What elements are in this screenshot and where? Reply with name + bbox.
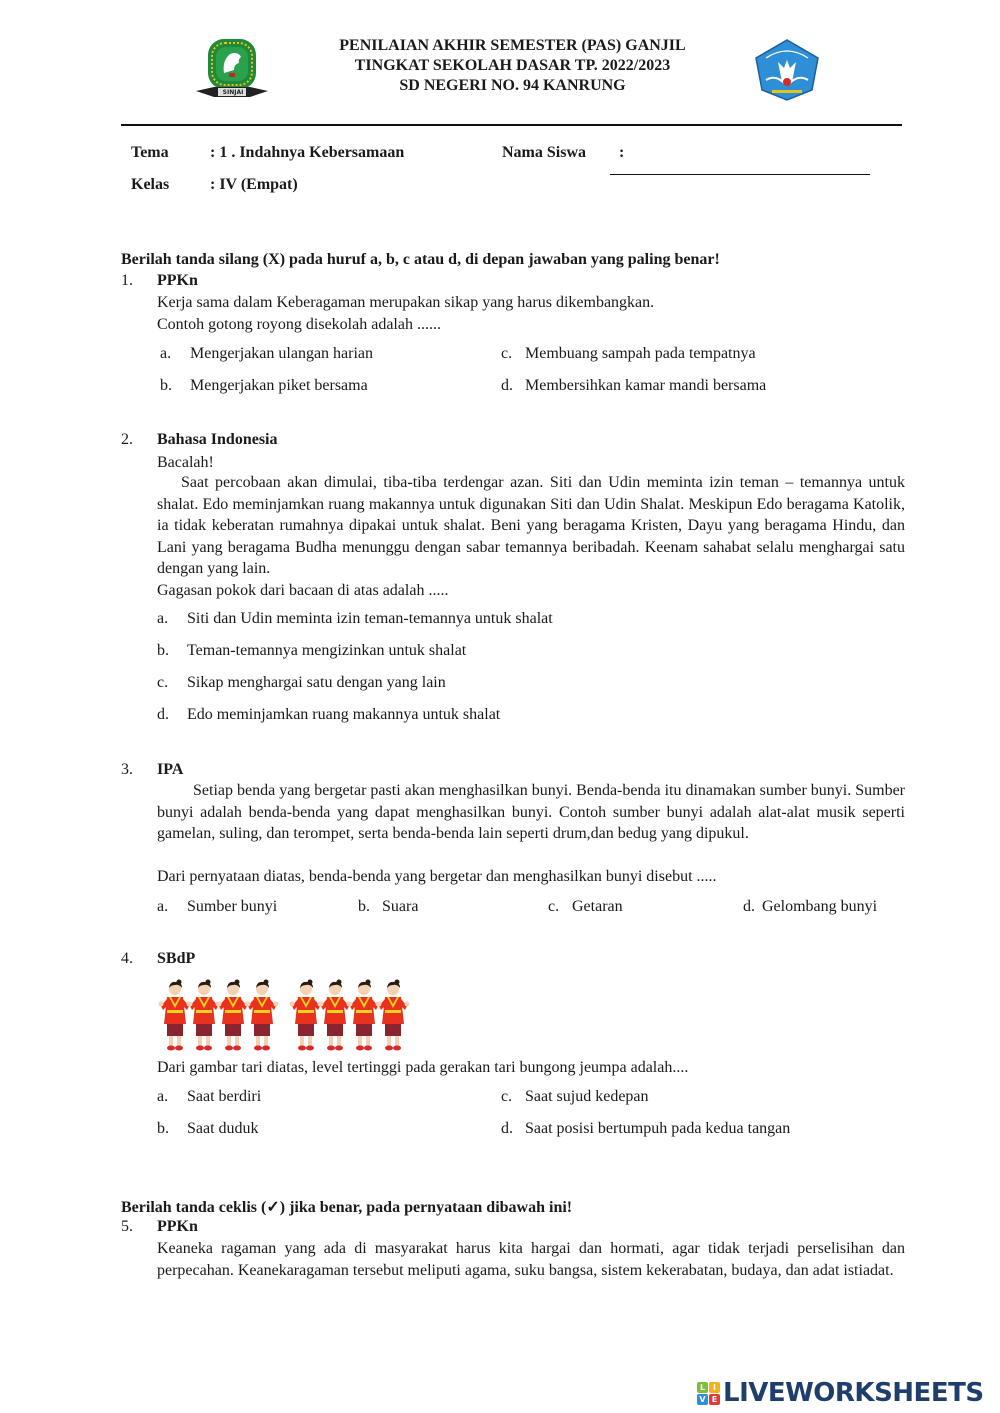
- question-3-option-c[interactable]: [548, 898, 623, 916]
- question-2-subject: Bahasa Indonesia: [157, 431, 278, 448]
- kelas-value: : IV (Empat): [210, 176, 298, 193]
- question-5-number: 5.: [121, 1218, 133, 1235]
- question-2-option-d[interactable]: [157, 706, 500, 724]
- option-text: Membuang sampah pada tempatnya: [525, 345, 756, 362]
- option-text: Saat duduk: [187, 1120, 259, 1137]
- nama-siswa-colon: :: [619, 144, 625, 161]
- question-4-option-c[interactable]: [501, 1088, 649, 1106]
- tile-i: I: [709, 1382, 720, 1393]
- question-2-option-b[interactable]: [157, 642, 466, 660]
- bungong-jeumpa-dancers-illustration: [155, 976, 425, 1052]
- exam-title: [250, 36, 775, 96]
- option-text: Sumber bunyi: [187, 898, 278, 915]
- question-1-number: 1.: [121, 272, 133, 289]
- left-logo-banner: SINJAI: [222, 89, 244, 96]
- question-5-passage: Keaneka ragaman yang ada di masyarakat harus kita hargai dan hormati, agar tidak terjadi perselisihan dan perpecahan. Keanekaragaman tersebut meliputi agama, suku bangsa, sistem kekerabatan, budaya, dan adat istiadat.: [157, 1240, 905, 1279]
- question-2-number: 2.: [121, 431, 133, 448]
- live-tiles-icon: [697, 1382, 720, 1405]
- option-text: Teman-temannya mengizinkan untuk shalat: [187, 642, 467, 659]
- question-3-option-a[interactable]: [157, 898, 277, 916]
- exam-title-line-2: TINGKAT SEKOLAH DASAR TP. 2022/2023: [354, 57, 671, 74]
- question-4-subject: SBdP: [157, 950, 196, 967]
- question-3-subject: IPA: [157, 761, 184, 778]
- question-2-prompt: Gagasan pokok dari bacaan di atas adalah .....: [157, 582, 449, 599]
- option-letter: d.: [501, 377, 513, 394]
- section1-instruction: Berilah tanda silang (X) pada huruf a, b, c atau d, di depan jawaban yang paling benar!: [121, 251, 720, 268]
- question-3-passage-text: Setiap benda yang bergetar pasti akan menghasilkan bunyi. Benda-benda itu dinamakan sumber bunyi. Sumber bunyi adalah benda-benda yang dapat menghasilkan bunyi. Contoh sumber bunyi adalah alat-alat musik seperti gamelan, suling, dan terompet, serta benda-benda lain seperti drum,dan bedug yang dipukul.: [157, 782, 905, 842]
- question-2-passage: [157, 472, 905, 580]
- question-3-number: 3.: [121, 761, 133, 778]
- question-1-subject: PPKn: [157, 272, 198, 289]
- option-text: Sikap menghargai satu dengan yang lain: [187, 674, 446, 691]
- option-text: Membersihkan kamar mandi bersama: [525, 377, 767, 394]
- nama-siswa-input-line[interactable]: [610, 174, 870, 175]
- option-text: Saat berdiri: [187, 1088, 262, 1105]
- question-4-option-a[interactable]: [157, 1088, 261, 1106]
- option-letter: b.: [358, 898, 370, 915]
- option-text: Siti dan Udin meminta izin teman-temannya untuk shalat: [187, 610, 553, 627]
- option-letter: c.: [501, 345, 513, 362]
- question-3-option-b[interactable]: [358, 898, 418, 916]
- option-letter: d.: [501, 1120, 513, 1137]
- question-4-number: 4.: [121, 950, 133, 967]
- question-2-passage-text: Saat percobaan akan dimulai, tiba-tiba terdengar azan. Siti dan Udin meminta izin teman – temannya untuk shalat. Edo meminjamkan ruang makannya untuk digunakan Siti dan Udin Shalat. Meskipun Edo beragama Katolik, ia tidak keberatan rumahnya dipakai untuk shalat. Beni yang beragama Kristen, Dayu yang beragama Hindu, dan Lani yang beragama Budha menunggu dengan sabar temannya beribadah. Keenam sahabat selalu menghargai satu dengan yang lain.: [157, 474, 905, 577]
- option-letter: c.: [157, 674, 169, 691]
- header-divider: [121, 124, 902, 126]
- option-letter: b.: [157, 642, 169, 659]
- option-letter: c.: [501, 1088, 513, 1105]
- option-text: Mengerjakan ulangan harian: [190, 345, 374, 362]
- exam-title-line-1: PENILAIAN AKHIR SEMESTER (PAS) GANJIL: [339, 37, 686, 54]
- option-letter: d.: [743, 898, 755, 915]
- option-letter: b.: [160, 377, 172, 394]
- question-1-line-2: Contoh gotong royong disekolah adalah ......: [157, 316, 441, 333]
- tile-e: E: [709, 1394, 720, 1405]
- option-letter: a.: [157, 610, 169, 627]
- option-text: Mengerjakan piket bersama: [190, 377, 368, 394]
- option-text: Suara: [382, 898, 419, 915]
- tut-wuri-handayani-emblem-icon: [752, 38, 822, 102]
- tile-l: L: [697, 1382, 708, 1393]
- question-3-option-d[interactable]: [743, 898, 877, 916]
- option-letter: a.: [157, 1088, 169, 1105]
- section2-instruction: Berilah tanda ceklis (✓) jika benar, pada pernyataan dibawah ini!: [121, 1199, 573, 1216]
- option-text: Saat posisi bertumpuh pada kedua tangan: [525, 1120, 791, 1137]
- question-3-passage: [157, 780, 905, 845]
- question-2-option-c[interactable]: [157, 674, 446, 692]
- question-3-prompt: Dari pernyataan diatas, benda-benda yang bergetar dan menghasilkan bunyi disebut .....: [157, 868, 717, 885]
- option-letter: d.: [157, 706, 169, 723]
- option-text: Saat sujud kedepan: [525, 1088, 649, 1105]
- question-4-prompt: Dari gambar tari diatas, level tertinggi pada gerakan tari bungong jeumpa adalah....: [157, 1059, 689, 1076]
- tile-v: V: [697, 1394, 708, 1405]
- tema-value: : 1 . Indahnya Kebersamaan: [210, 144, 405, 161]
- question-1-option-d[interactable]: [501, 377, 766, 395]
- option-text: Edo meminjamkan ruang makannya untuk shalat: [187, 706, 501, 723]
- question-2-option-a[interactable]: [157, 610, 553, 628]
- liveworksheets-logo: [697, 1378, 984, 1408]
- exam-title-line-3: SD NEGERI NO. 94 KANRUNG: [399, 77, 626, 94]
- option-letter: a.: [160, 345, 172, 362]
- question-4-option-b[interactable]: [157, 1120, 259, 1138]
- question-2-intro: Bacalah!: [157, 454, 214, 471]
- option-text: Gelombang bunyi: [762, 898, 878, 915]
- option-letter: a.: [157, 898, 169, 915]
- question-1-line-1: Kerja sama dalam Keberagaman merupakan sikap yang harus dikembangkan.: [157, 294, 655, 311]
- option-letter: c.: [548, 898, 560, 915]
- question-5-subject: PPKn: [157, 1218, 198, 1235]
- tema-label: Tema: [131, 144, 169, 161]
- nama-siswa-label: Nama Siswa: [502, 144, 587, 161]
- option-text: Getaran: [572, 898, 623, 915]
- liveworksheets-wordmark: LIVEWORKSHEETS: [723, 1378, 984, 1408]
- option-letter: b.: [157, 1120, 169, 1137]
- question-4-option-d[interactable]: [501, 1120, 790, 1138]
- question-1-option-c[interactable]: [501, 345, 756, 363]
- question-1-option-a[interactable]: [160, 345, 373, 363]
- kelas-label: Kelas: [131, 176, 170, 193]
- question-1-option-b[interactable]: [160, 377, 368, 395]
